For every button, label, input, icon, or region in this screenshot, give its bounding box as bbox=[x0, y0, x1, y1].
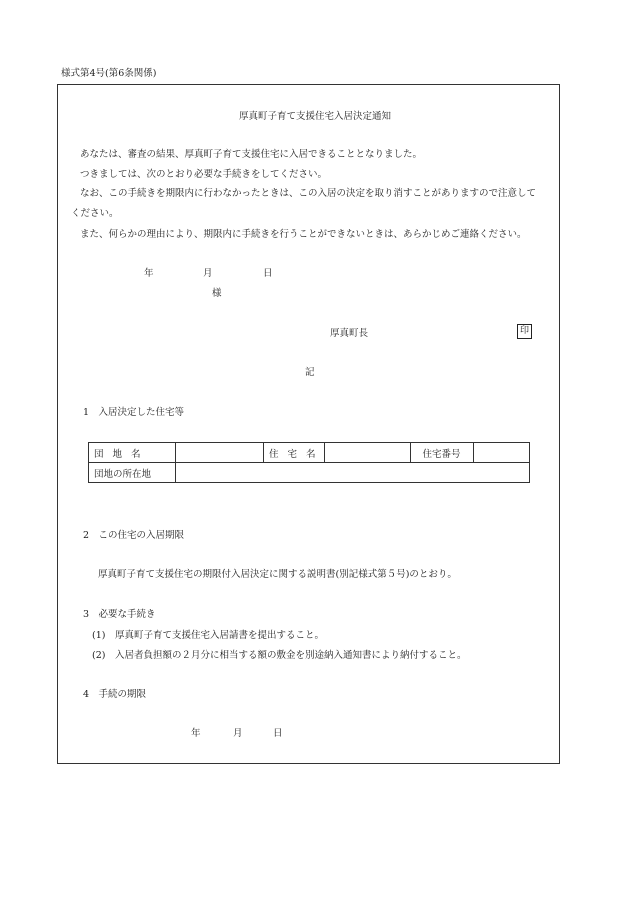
seal-stamp-box: 印 bbox=[517, 324, 532, 339]
jutaku-bangou-label: 住宅番号 bbox=[410, 443, 473, 463]
danchi-location-value[interactable] bbox=[176, 463, 530, 483]
date-year-label: 年 bbox=[144, 268, 154, 279]
deadline-year-label: 年 bbox=[191, 728, 201, 739]
issuer-name: 厚真町長 bbox=[330, 328, 369, 339]
housing-info-table bbox=[88, 442, 530, 483]
body-paragraph-3-continued: ください。 bbox=[71, 208, 119, 219]
deadline-month-label: 月 bbox=[233, 728, 243, 739]
jutaku-bangou-value[interactable] bbox=[473, 443, 529, 463]
table-row bbox=[89, 463, 530, 483]
jutaku-name-label: 住 宅 名 bbox=[264, 443, 325, 463]
ki-heading: 記 bbox=[305, 367, 315, 378]
body-paragraph-3: なお、この手続きを期限内に行わなかったときは、この入居の決定を取り消すことがありますので注意して bbox=[80, 188, 537, 199]
body-paragraph-1: あなたは、審査の結果、厚真町子育て支援住宅に入居できることとなりました。 bbox=[80, 149, 423, 160]
document-title: 厚真町子育て支援住宅入居決定通知 bbox=[238, 111, 391, 122]
jutaku-name-value[interactable] bbox=[324, 443, 410, 463]
danchi-location-label: 団地の所在地 bbox=[89, 463, 176, 483]
date-day-label: 日 bbox=[263, 268, 273, 279]
section-2-text: 厚真町子育て支援住宅の期限付入居決定に関する説明書(別記様式第５号)のとおり。 bbox=[98, 569, 457, 580]
form-number-label: 様式第4号(第6条関係) bbox=[61, 68, 157, 79]
section-1-title: 1 入居決定した住宅等 bbox=[83, 407, 185, 418]
section-2-title: 2 この住宅の入居期限 bbox=[83, 530, 185, 541]
section-4-title: 4 手続の期限 bbox=[83, 689, 147, 700]
addressee-suffix: 様 bbox=[212, 288, 222, 299]
deadline-day-label: 日 bbox=[273, 728, 283, 739]
section-3-title: 3 必要な手続き bbox=[83, 609, 156, 620]
table-row bbox=[89, 443, 530, 463]
danchi-name-value[interactable] bbox=[176, 443, 264, 463]
date-month-label: 月 bbox=[203, 268, 213, 279]
section-3-item-2: (2) 入居者負担額の２月分に相当する額の敷金を別途納入通知書により納付すること。 bbox=[92, 650, 467, 661]
document-frame bbox=[57, 84, 560, 764]
section-3-item-1: (1) 厚真町子育て支援住宅入居請書を提出すること。 bbox=[92, 630, 324, 641]
danchi-name-label: 団 地 名 bbox=[89, 443, 176, 463]
body-paragraph-4: また、何らかの理由により、期限内に手続きを行うことができないときは、あらかじめご連絡ください。 bbox=[80, 229, 527, 240]
body-paragraph-2: つきましては、次のとおり必要な手続きをしてください。 bbox=[80, 169, 328, 180]
